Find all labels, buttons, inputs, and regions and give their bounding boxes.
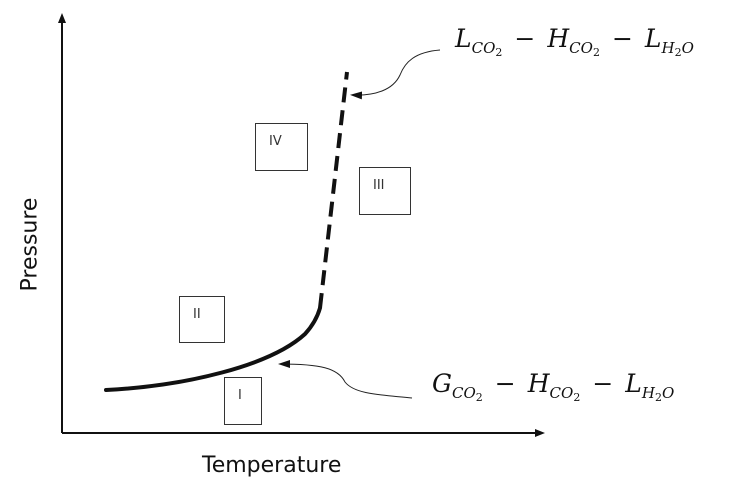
term-l-co2: $L_{CO_2}$ bbox=[455, 24, 503, 59]
term-h-co2: $H_{CO_2}$ bbox=[527, 369, 581, 404]
term-g-co2: $G_{CO_2}$ bbox=[432, 369, 483, 404]
lower-curve-label: $G_{CO_2} - H_{CO_2} - L_{H_2O}$ bbox=[432, 369, 675, 404]
lower-curve-pointer bbox=[280, 364, 412, 398]
x-axis-label: Temperature bbox=[202, 453, 342, 478]
upper-curve-pointer bbox=[352, 50, 440, 95]
term-l-h2o: $L_{H_2O}$ bbox=[644, 24, 694, 59]
term-h-co2: $H_{CO_2}$ bbox=[547, 24, 600, 59]
region-box-iii: III bbox=[359, 167, 411, 215]
region-box-i: I bbox=[224, 377, 262, 425]
region-box-iv: IV bbox=[255, 123, 308, 171]
y-axis-label: Pressure bbox=[17, 197, 43, 292]
term-l-h2o: $L_{H_2O}$ bbox=[625, 369, 675, 404]
region-box-ii: II bbox=[179, 296, 225, 343]
upper-equilibrium-curve bbox=[320, 72, 347, 308]
upper-curve-label: $L_{CO_2} - H_{CO_2} - L_{H_2O}$ bbox=[455, 24, 694, 59]
